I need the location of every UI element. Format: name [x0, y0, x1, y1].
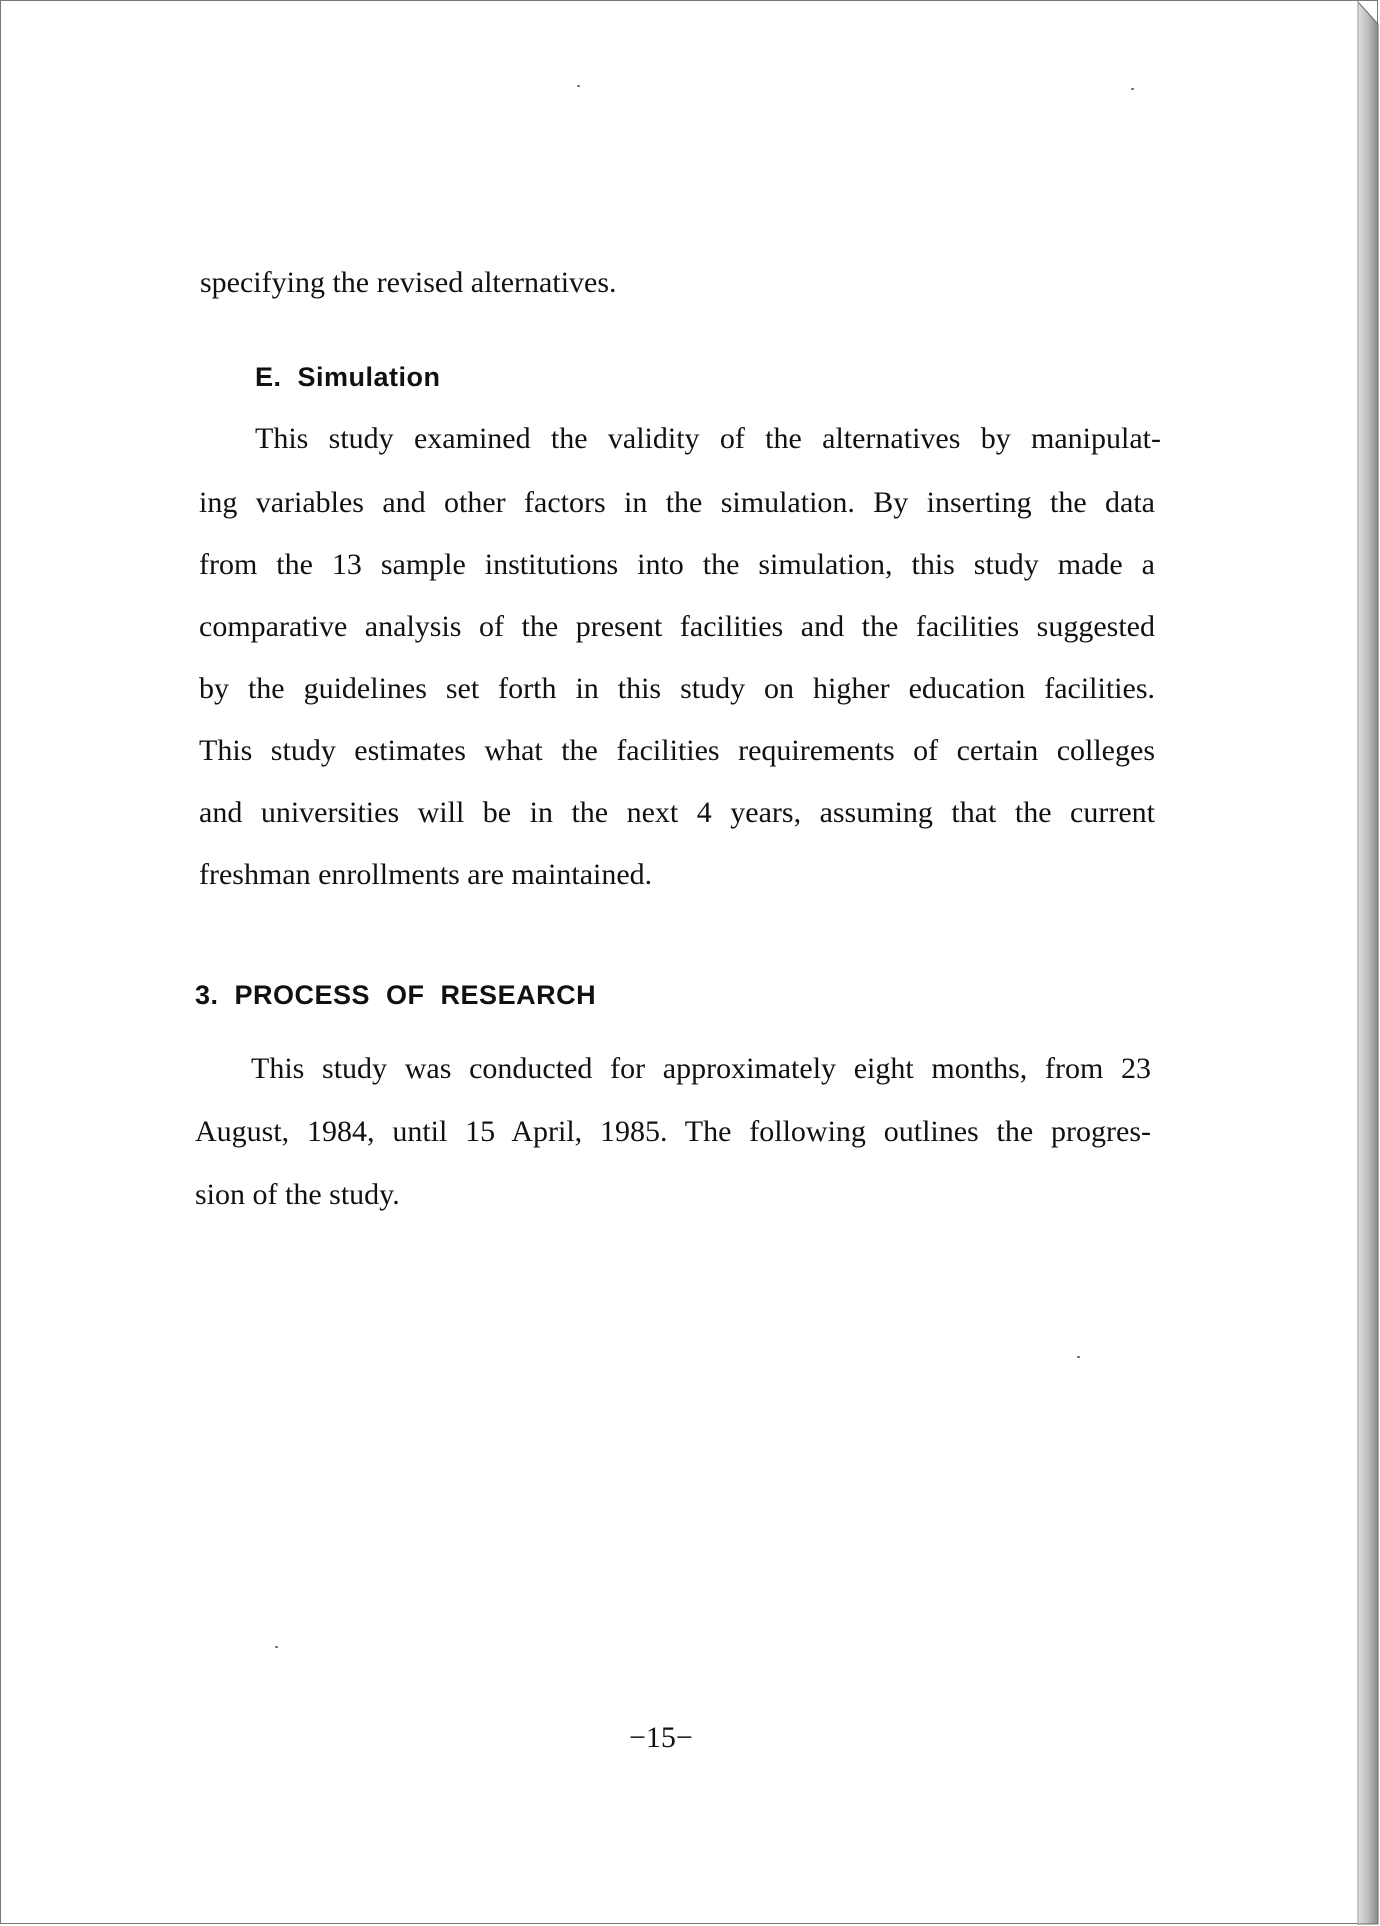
scan-speck: [1131, 88, 1134, 90]
paragraph-line: sion of the study.: [195, 1178, 400, 1211]
scan-speck: [577, 85, 580, 87]
paragraph-line: This study examined the validity of the alternatives by manipulat-: [255, 422, 1161, 455]
paragraph-line: freshman enrollments are maintained.: [199, 858, 653, 891]
scan-speck: [275, 1646, 278, 1648]
section-heading-process-of-research: 3. PROCESS OF RESEARCH: [195, 980, 597, 1010]
section-heading-simulation: E. Simulation: [255, 362, 441, 392]
page-number: −15−: [629, 1721, 693, 1754]
page-curl-shadow: [1354, 0, 1380, 1926]
continuation-line: specifying the revised alternatives.: [200, 266, 617, 299]
paragraph-line: This study was conducted for approximately eight months, from 23: [251, 1052, 1151, 1085]
paragraph-line: from the 13 sample institutions into the simulation, this study made a: [199, 548, 1155, 581]
paragraph-line: This study estimates what the facilities requirements of certain colleges: [199, 734, 1155, 767]
paragraph-line: by the guidelines set forth in this study on higher education facilities.: [199, 672, 1155, 705]
paragraph-line: comparative analysis of the present facilities and the facilities suggested: [199, 610, 1155, 643]
paragraph-line: August, 1984, until 15 April, 1985. The following outlines the progres-: [195, 1115, 1151, 1148]
paragraph-line: ing variables and other factors in the simulation. By inserting the data: [199, 486, 1155, 519]
paragraph-line: and universities will be in the next 4 years, assuming that the current: [199, 796, 1155, 829]
scan-speck: [1077, 1356, 1080, 1358]
